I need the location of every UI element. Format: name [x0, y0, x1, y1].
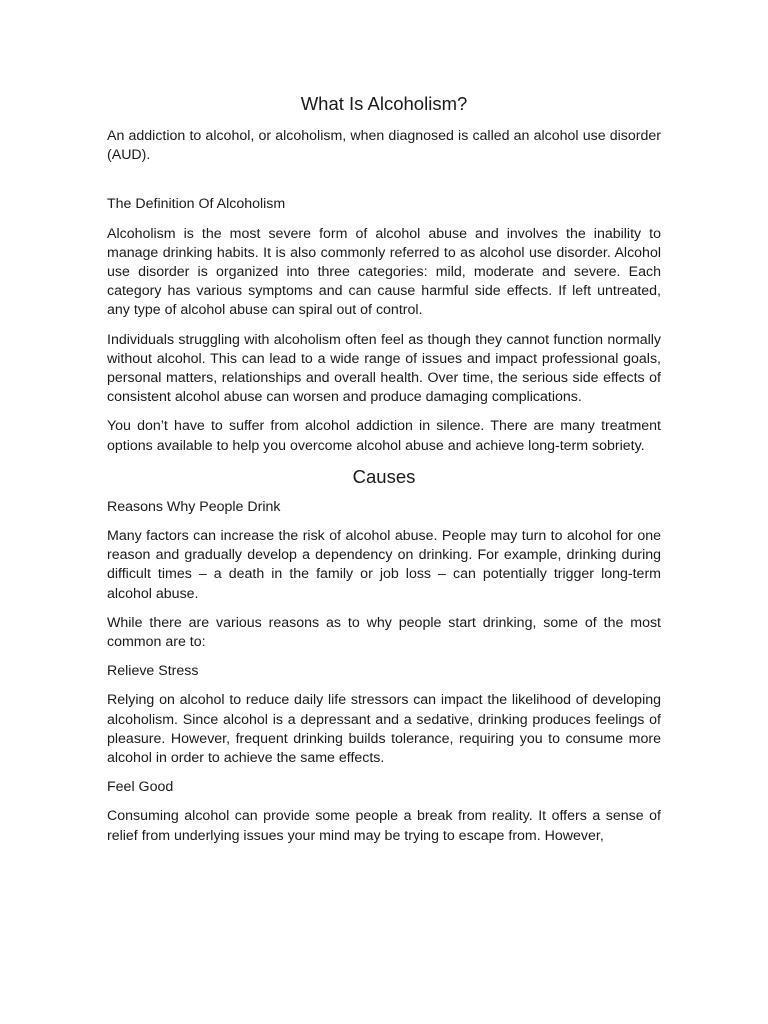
causes-heading: Causes — [352, 465, 416, 487]
causes-paragraph: Many factors can increase the risk of alcohol abuse. People may turn to alcohol for one reason and gradually develop a dependency on drinking. For example, drinking during difficult times – a death in the family or job loss – can potentially trigger long-term alcohol abuse. — [107, 528, 661, 602]
reason-heading-relieve-stress: Relieve Stress — [107, 663, 199, 680]
document-body — [107, 93, 661, 856]
causes-paragraph: While there are various reasons as to why people start drinking, some of the most common are to: — [107, 614, 661, 651]
reason-heading-feel-good: Feel Good — [107, 779, 174, 796]
definition-paragraph: Alcoholism is the most severe form of alcohol abuse and involves the inability to manage drinking habits. It is also commonly referred to as alcohol use disorder. Alcohol use disorder is organized into three categories: mild, moderate and severe. Each category has various symptoms and can cause harmful side effects. If left untreated, any type of alcohol abuse can spiral out of control. — [107, 225, 661, 319]
causes-subheading: Reasons Why People Drink — [107, 498, 281, 515]
definition-paragraph: Individuals struggling with alcoholism often feel as though they cannot function normally without alcohol. This can lead to a wide range of issues and impact professional goals, personal matters, relationships and overall health. Over time, the serious side effects of consistent alcohol abuse can worsen and produce damaging complications. — [107, 331, 661, 406]
page-title: What Is Alcoholism? — [300, 93, 468, 114]
definition-heading: The Definition Of Alcoholism — [107, 196, 286, 213]
intro-paragraph: An addiction to alcohol, or alcoholism, when diagnosed is called an alcohol use disorder (AUD). — [107, 128, 661, 164]
reason-text-relieve-stress: Relying on alcohol to reduce daily life stressors can impact the likelihood of developing alcoholism. Since alcohol is a depressant and a sedative, drinking produces feelings of pleasure. However, frequent drinking builds tolerance, requiring you to consume more alcohol in order to achieve the same effects. — [107, 692, 661, 767]
definition-paragraph: You don’t have to suffer from alcohol addiction in silence. There are many treatment options available to help you overcome alcohol abuse and achieve long-term sobriety. — [107, 418, 661, 454]
reason-text-feel-good: Consuming alcohol can provide some people a break from reality. It offers a sense of relief from underlying issues your mind may be trying to escape from. However, — [107, 808, 661, 844]
